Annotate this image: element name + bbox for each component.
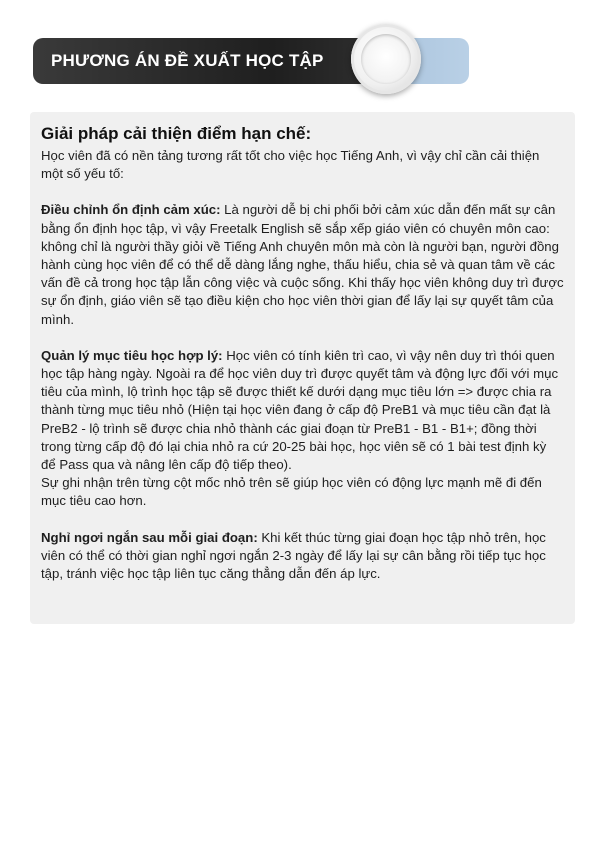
- item-title: Quản lý mục tiêu học hợp lý:: [41, 347, 223, 363]
- item-goal-management: [41, 347, 564, 474]
- banner-title: PHƯƠNG ÁN ĐỀ XUẤT HỌC TẬP: [51, 51, 324, 70]
- intro-text: Học viên đã có nền tảng tương rất tốt cho việc học Tiếng Anh, vì vậy chỉ cần cải thiện một số yếu tố:: [41, 148, 540, 182]
- item-short-rest: [41, 529, 564, 584]
- banner-circle-inner: [361, 34, 411, 84]
- item-emotional-stability: [41, 201, 564, 328]
- section-heading: Giải pháp cải thiện điểm hạn chế:: [41, 124, 312, 143]
- content-body: [41, 124, 564, 583]
- item-body: Là người dễ bị chi phối bởi cảm xúc dẫn đến mất sự cân bằng ổn định học tập, vì vậy Freetalk English sẽ sắp xếp giáo viên có chuyên môn cao: không chỉ là người thầy giỏi về Tiếng Anh chuyên môn mà còn là người bạn, người đồng hành cùng học viên để có thể dễ dàng lắng nghe, thấu hiểu, chia sẻ và quan tâm về các vấn đề cả trong học tập lẫn công việc và cuộc sống. Khi thấy học viên không duy trì được sự ổn định, giáo viên sẽ tạo điều kiện cho học viên thời gian để lấy lại sự quyết tâm của mình.: [41, 202, 564, 327]
- item-title: Điều chỉnh ổn định cảm xúc:: [41, 202, 221, 218]
- item-body: Học viên có tính kiên trì cao, vì vậy nên duy trì thói quen học tập hàng ngày. Ngoài ra để học viên duy trì được quyết tâm và động lực đối với mục tiêu của mình, lộ trình học tập sẽ được thiết kế dưới dạng mục tiêu lớn => được chia ra thành từng mục tiêu nhỏ (Hiện tại học viên đang ở cấp độ PreB1 và mục tiêu cần đạt là PreB2 - lộ trình sẽ được chia nhỏ thành các giai đoạn từ PreB1 - B1 - B1+; đồng thời trong từng cấp độ đó lại chia nhỏ ra cứ 20-25 bài học, học viên sẽ có 1 bài test định kỳ để Pass qua và nâng lên cấp độ tiếp theo).: [41, 347, 559, 473]
- item-title: Nghỉ ngơi ngắn sau mỗi giai đoạn:: [41, 529, 258, 545]
- banner-circle-ornament: [351, 24, 421, 94]
- section-banner: [33, 24, 473, 96]
- content-box: [30, 112, 575, 624]
- item-body: Khi kết thúc từng giai đoạn học tập nhỏ trên, học viên có thể có thời gian nghỉ ngơi ngắn 2-3 ngày để lấy lại sự cân bằng rồi tiếp tục học tập, tránh việc học tập liên tục căng thẳng dẫn đến áp lực.: [41, 529, 546, 582]
- item-goal-management-extra: Sự ghi nhận trên từng cột mốc nhỏ trên sẽ giúp học viên có động lực mạnh mẽ đi đến mục tiêu cao hơn.: [41, 475, 542, 509]
